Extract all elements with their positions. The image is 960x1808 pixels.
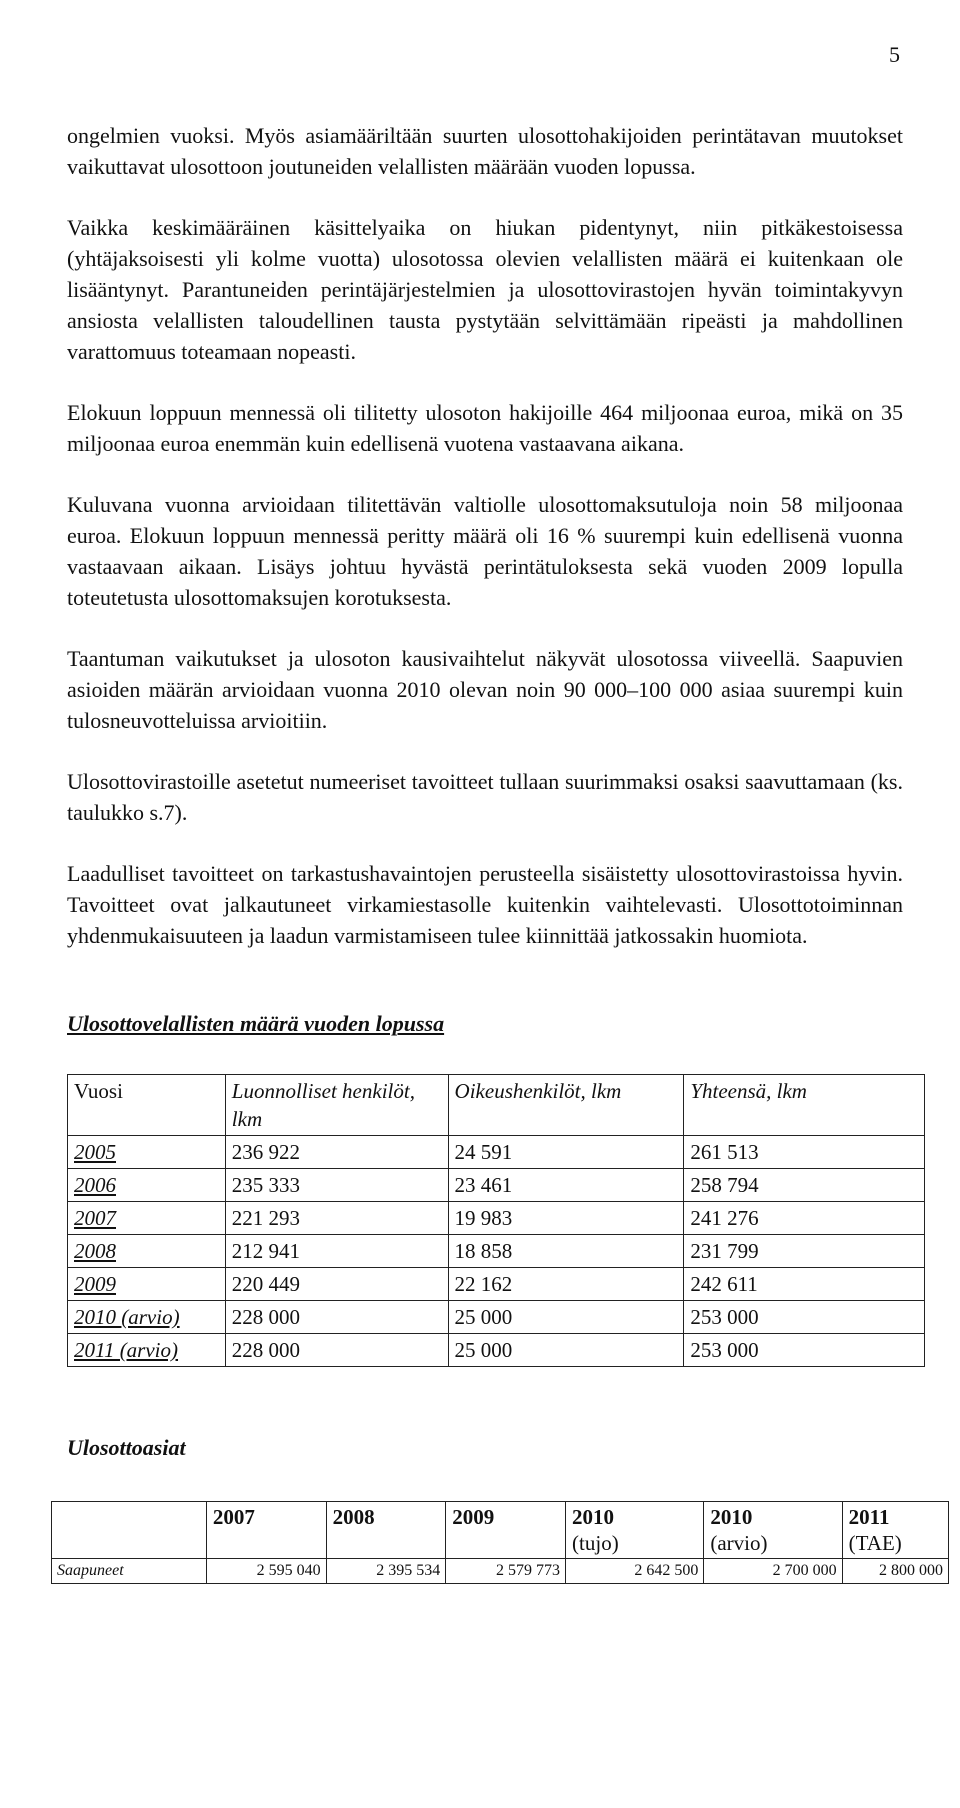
row-label: Saapuneet (52, 1559, 207, 1584)
year-cell: 2009 (68, 1268, 226, 1301)
header-cell: Vuosi (68, 1075, 226, 1136)
table-row (68, 1202, 925, 1235)
paragraph: Taantuman vaikutukset ja ulosoton kausivaihtelut näkyvät ulosotossa viiveellä. Saapuvien asioiden määrän arvioidaan vuonna 2010 olevan noin 90 000–100 000 asiaa suurempi kuin tulosneuvotteluissa arvioitiin. (67, 646, 903, 733)
table-row (68, 1169, 925, 1202)
paragraph: Kuluvana vuonna arvioidaan tilitettävän valtiolle ulosottomaksutuloja noin 58 miljoonaa euroa. Elokuun loppuun mennessä peritty määrä oli 16 % suurempi kuin edellisenä vuonna vastaavaan aikaan. Lisäys johtuu hyvästä perintätuloksesta sekä vuoden 2009 lopulla toteutetusta ulosottomaksujen korotuksesta. (67, 492, 903, 610)
table-cell: 23 461 (448, 1169, 684, 1202)
table-header-row (52, 1502, 949, 1559)
table-cell: 2 595 040 (206, 1559, 326, 1584)
enforcement-cases-table (51, 1501, 949, 1584)
table-cell: 212 941 (225, 1235, 448, 1268)
year-cell: 2010 (arvio) (68, 1301, 226, 1334)
header-cell (566, 1502, 704, 1559)
header-cell: Yhteensä, lkm (684, 1075, 925, 1136)
page-number: 5 (889, 42, 900, 67)
header-year: 2011 (848, 1505, 890, 1529)
table-cell: 2 579 773 (446, 1559, 566, 1584)
table-cell: 261 513 (684, 1136, 925, 1169)
table-cell: 18 858 (448, 1235, 684, 1268)
table-header-row (68, 1075, 925, 1136)
table-cell: 19 983 (448, 1202, 684, 1235)
paragraph: Vaikka keskimääräinen käsittelyaika on hiukan pidentynyt, niin pitkäkestoisessa (yhtäjaksoisesti yli kolme vuotta) ulosotossa olevien velallisten määrä ei kuitenkaan ole lisääntynyt. Parantuneiden perintäjärjestelmien ja ulosottovirastojen hyvän toimintakyvyn ansiosta velallisten taloudellinen tausta pystytään selvittämään ripeästi ja mahdollinen varattomuus toteamaan nopeasti. (67, 215, 903, 364)
table-cell: 242 611 (684, 1268, 925, 1301)
paragraph: ongelmien vuoksi. Myös asiamääriltään suurten ulosottohakijoiden perintätavan muutokset vaikuttavat ulosottoon joutuneiden velallisten määrään vuoden lopussa. (67, 123, 903, 179)
header-cell (326, 1502, 446, 1559)
table-cell: 2 642 500 (566, 1559, 704, 1584)
header-note: (TAE) (848, 1531, 902, 1555)
year-cell: 2008 (68, 1235, 226, 1268)
year-cell: 2005 (68, 1136, 226, 1169)
table-cell: 25 000 (448, 1334, 684, 1367)
header-year: 2008 (332, 1505, 375, 1529)
header-note: (arvio) (710, 1531, 768, 1555)
header-cell (446, 1502, 566, 1559)
header-note: (tujo) (572, 1531, 619, 1555)
table-cell: 231 799 (684, 1235, 925, 1268)
header-year: 2010 (572, 1505, 615, 1529)
header-cell-empty (52, 1502, 207, 1559)
table-cell: 235 333 (225, 1169, 448, 1202)
year-cell: 2006 (68, 1169, 226, 1202)
year-cell: 2011 (arvio) (68, 1334, 226, 1367)
table-cell: 25 000 (448, 1301, 684, 1334)
year-cell: 2007 (68, 1202, 226, 1235)
table-row (68, 1268, 925, 1301)
table-cell: 228 000 (225, 1334, 448, 1367)
table-cell: 221 293 (225, 1202, 448, 1235)
table-cell: 22 162 (448, 1268, 684, 1301)
header-cell (206, 1502, 326, 1559)
table-row (68, 1235, 925, 1268)
paragraph: Laadulliset tavoitteet on tarkastushavaintojen perusteella sisäistetty ulosottovirastoissa hyvin. Tavoitteet ovat jalkautuneet virkamiestasolle kuitenkin vaihtelevasti. Ulosottotoiminnan yhdenmukaisuuteen ja laadun varmistamiseen tulee kiinnittää jatkossakin huomiota. (67, 861, 903, 948)
table-cell: 228 000 (225, 1301, 448, 1334)
table-row (68, 1301, 925, 1334)
header-year: 2010 (710, 1505, 753, 1529)
table-cell: 253 000 (684, 1334, 925, 1367)
table-cell: 24 591 (448, 1136, 684, 1169)
table-cell: 2 395 534 (326, 1559, 446, 1584)
header-year: 2007 (212, 1505, 255, 1529)
document-body (57, 120, 943, 1584)
table-cell: 2 800 000 (842, 1559, 948, 1584)
debtors-table (67, 1074, 925, 1367)
table-cell: 241 276 (684, 1202, 925, 1235)
table-cell: 2 700 000 (704, 1559, 842, 1584)
header-cell (704, 1502, 842, 1559)
paragraph: Elokuun loppuun mennessä oli tilitetty ulosoton hakijoille 464 miljoonaa euroa, mikä on 35 miljoonaa euroa enemmän kuin edellisenä vuotena vastaavana aikana. (67, 400, 903, 456)
header-year: 2009 (452, 1505, 495, 1529)
table-cell: 236 922 (225, 1136, 448, 1169)
table-row (68, 1136, 925, 1169)
header-cell (842, 1502, 948, 1559)
table1-heading: Ulosottovelallisten määrä vuoden lopussa (67, 1011, 445, 1036)
table2-heading: Ulosottoasiat (67, 1435, 186, 1460)
table-row (52, 1559, 949, 1584)
paragraph: Ulosottovirastoille asetetut numeeriset tavoitteet tullaan suurimmaksi osaksi saavuttamaan (ks. taulukko s.7). (67, 769, 903, 825)
header-cell: Luonnolliset henkilöt, lkm (225, 1075, 448, 1136)
header-cell: Oikeushenkilöt, lkm (448, 1075, 684, 1136)
table-cell: 253 000 (684, 1301, 925, 1334)
table-cell: 220 449 (225, 1268, 448, 1301)
table-cell: 258 794 (684, 1169, 925, 1202)
table-row (68, 1334, 925, 1367)
